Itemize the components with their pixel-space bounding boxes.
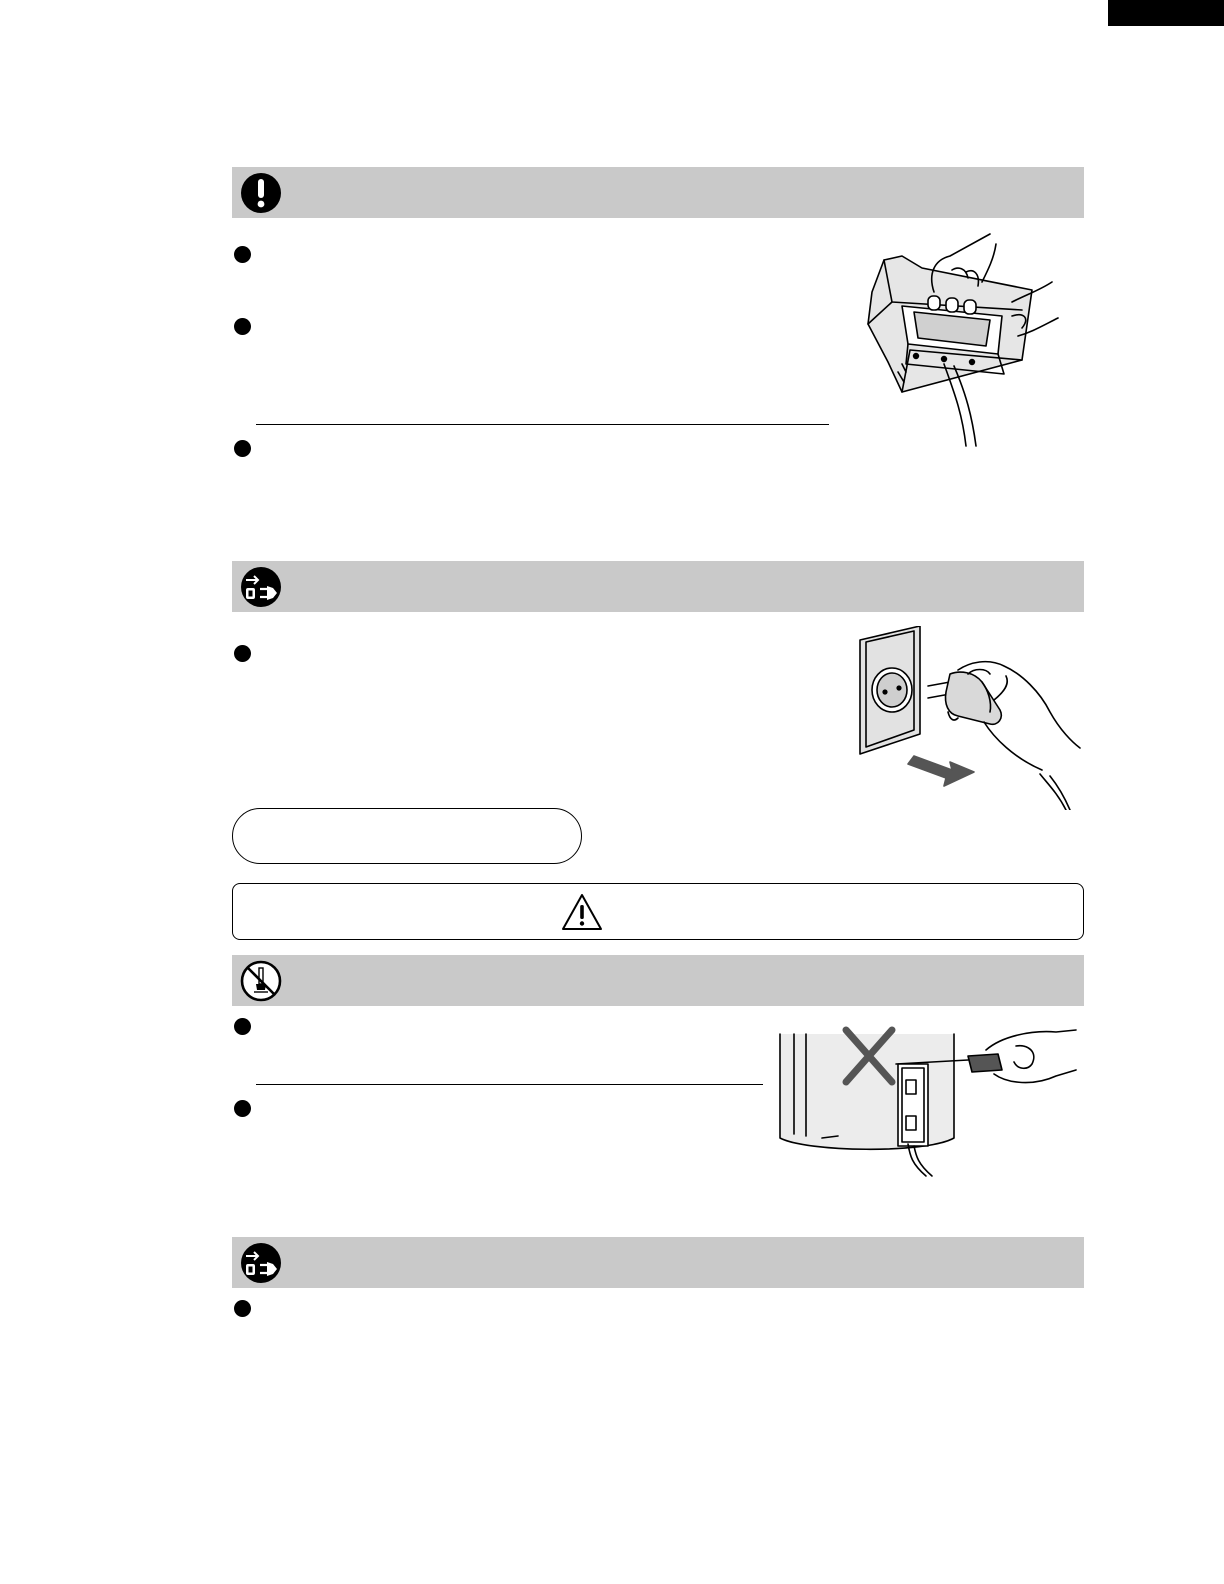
unplug-section-header — [232, 561, 1084, 612]
divider-line — [256, 424, 829, 425]
list-bullet — [234, 440, 251, 457]
unplug-from-socket-illustration — [854, 626, 1084, 810]
exclamation-icon — [240, 172, 282, 214]
warning-triangle-icon — [560, 892, 604, 932]
list-bullet — [234, 318, 251, 335]
no-disassembly-icon — [240, 960, 282, 1002]
lifting-unit-illustration — [862, 232, 1072, 454]
caution-banner — [232, 883, 1084, 940]
list-bullet — [234, 1018, 251, 1035]
divider-line — [256, 1084, 763, 1085]
unplug-icon — [240, 1242, 282, 1284]
unplug-section-header-2 — [232, 1237, 1084, 1288]
unplug-icon — [240, 566, 282, 608]
list-bullet — [234, 1300, 251, 1317]
list-bullet — [234, 246, 251, 263]
list-bullet — [234, 1100, 251, 1117]
page-corner-tab — [1108, 0, 1224, 26]
rounded-label-box — [232, 808, 582, 864]
no-screwdriver-illustration — [776, 1026, 1082, 1186]
no-disassembly-section-header — [232, 955, 1084, 1006]
list-bullet — [234, 645, 251, 662]
mandatory-section-header — [232, 167, 1084, 218]
